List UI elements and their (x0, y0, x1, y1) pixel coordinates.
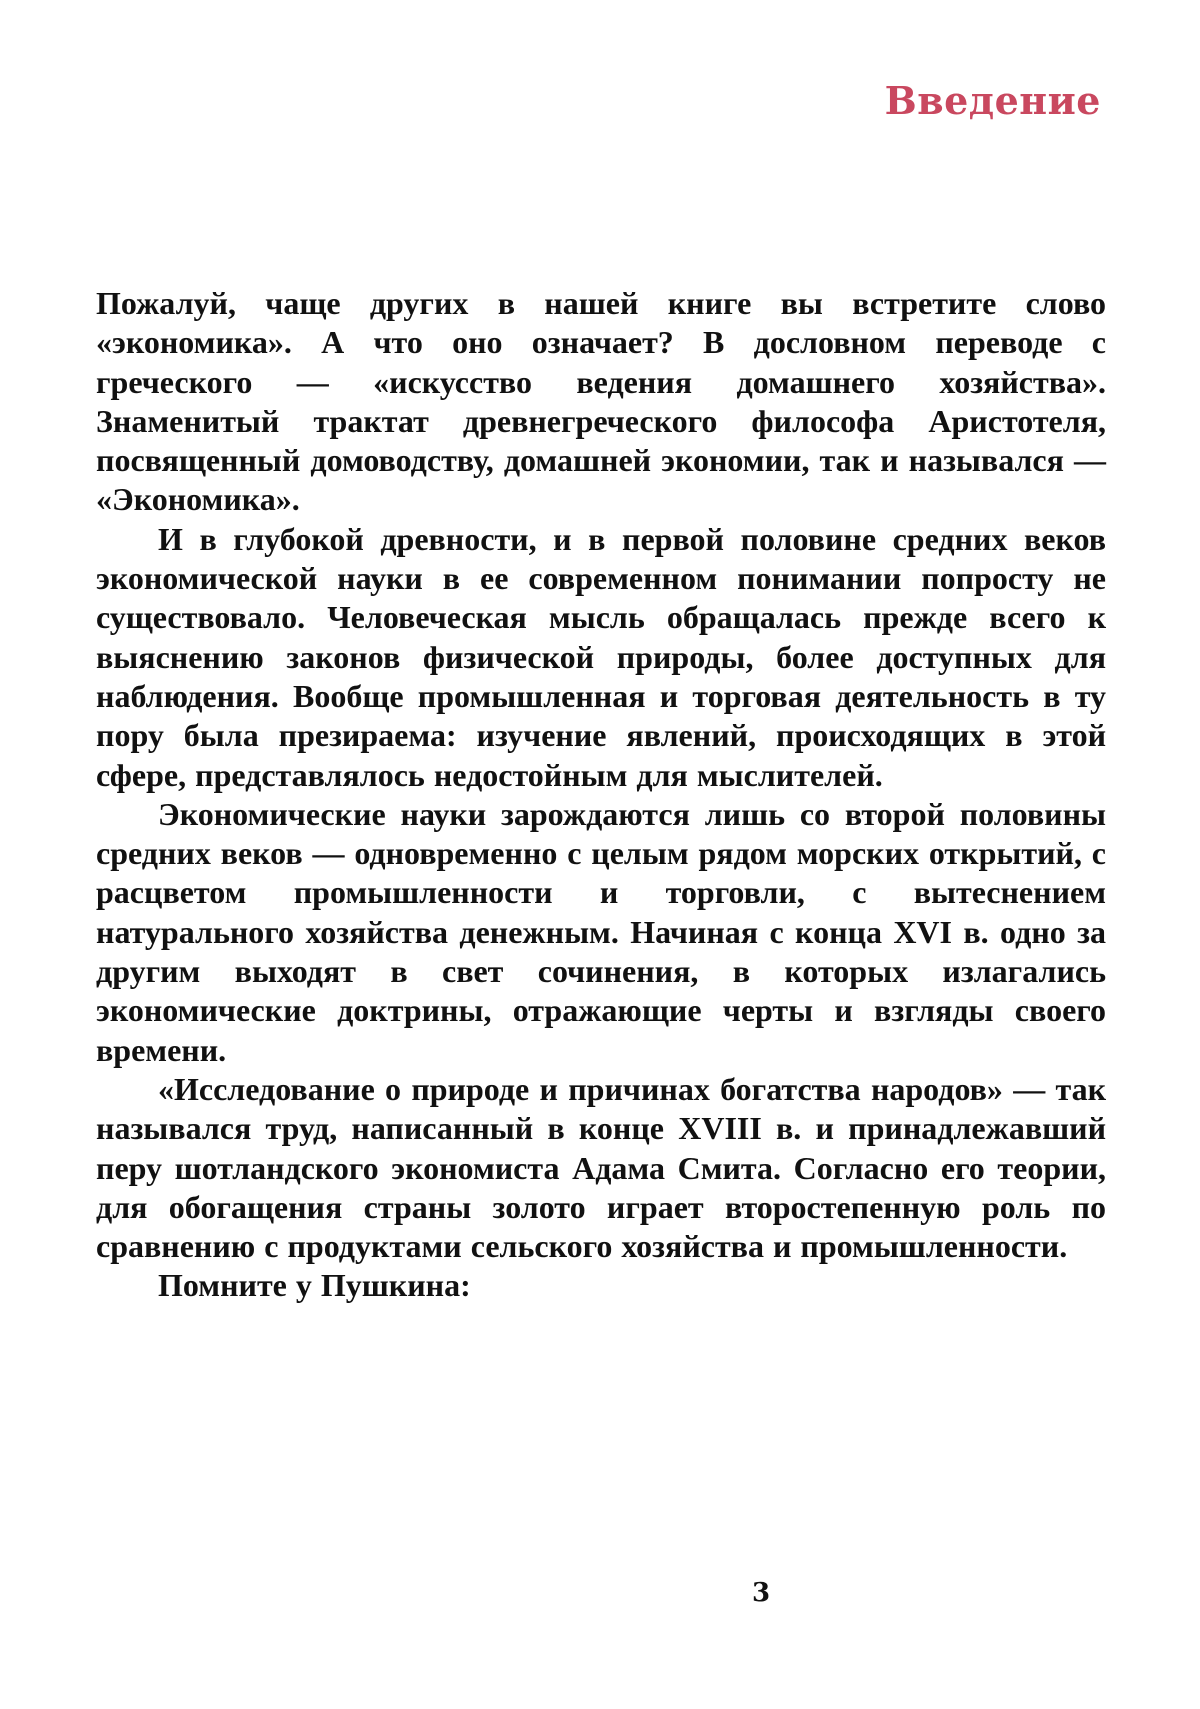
paragraph-1: Пожалуй, чаще других в нашей книге вы встретите слово «экономика». А что оно означает? В дословном переводе с греческого — «искусство ведения домашнего хозяйства». Знаменитый трактат древнегреческого философа Аристотеля, посвященный домоводству, домашней экономии, так и назывался — «Экономика». (96, 285, 1106, 518)
paragraph-4: «Исследование о природе и причинах богатства народов» — так назывался труд, написанный в конце XVIII в. и принадлежавший перу шотландского экономиста Адама Смита. Согласно его теории, для обогащения страны золото играет второстепенную роль по сравнению с продуктами сельского хозяйства и промышленности. (96, 1070, 1106, 1265)
paragraph-5: Помните у Пушкина: (158, 1267, 471, 1304)
body-text (96, 284, 1106, 1306)
page-number: 3 (752, 1578, 771, 1608)
chapter-title: Введение (884, 78, 1101, 123)
paragraph-2: И в глубокой древности, и в первой половине средних веков экономической науки в ее современном понимании попросту не существовало. Человеческая мысль обращалась прежде всего к выяснению законов физической природы, более доступных для наблюдения. Вообще промышленная и торговая деятельность в ту пору была презираема: изучение явлений, происходящих в этой сфере, представлялось недостойным для мыслителей. (96, 520, 1106, 793)
paragraph-3: Экономические науки зарождаются лишь со второй половины средних веков — одновременно с целым рядом морских открытий, с расцветом промышленности и торговли, с вытеснением натурального хозяйства денежным. Начиная с конца XVI в. одно за другим выходят в свет сочинения, в которых излагались экономические доктрины, отражающие черты и взгляды своего времени. (96, 795, 1106, 1068)
